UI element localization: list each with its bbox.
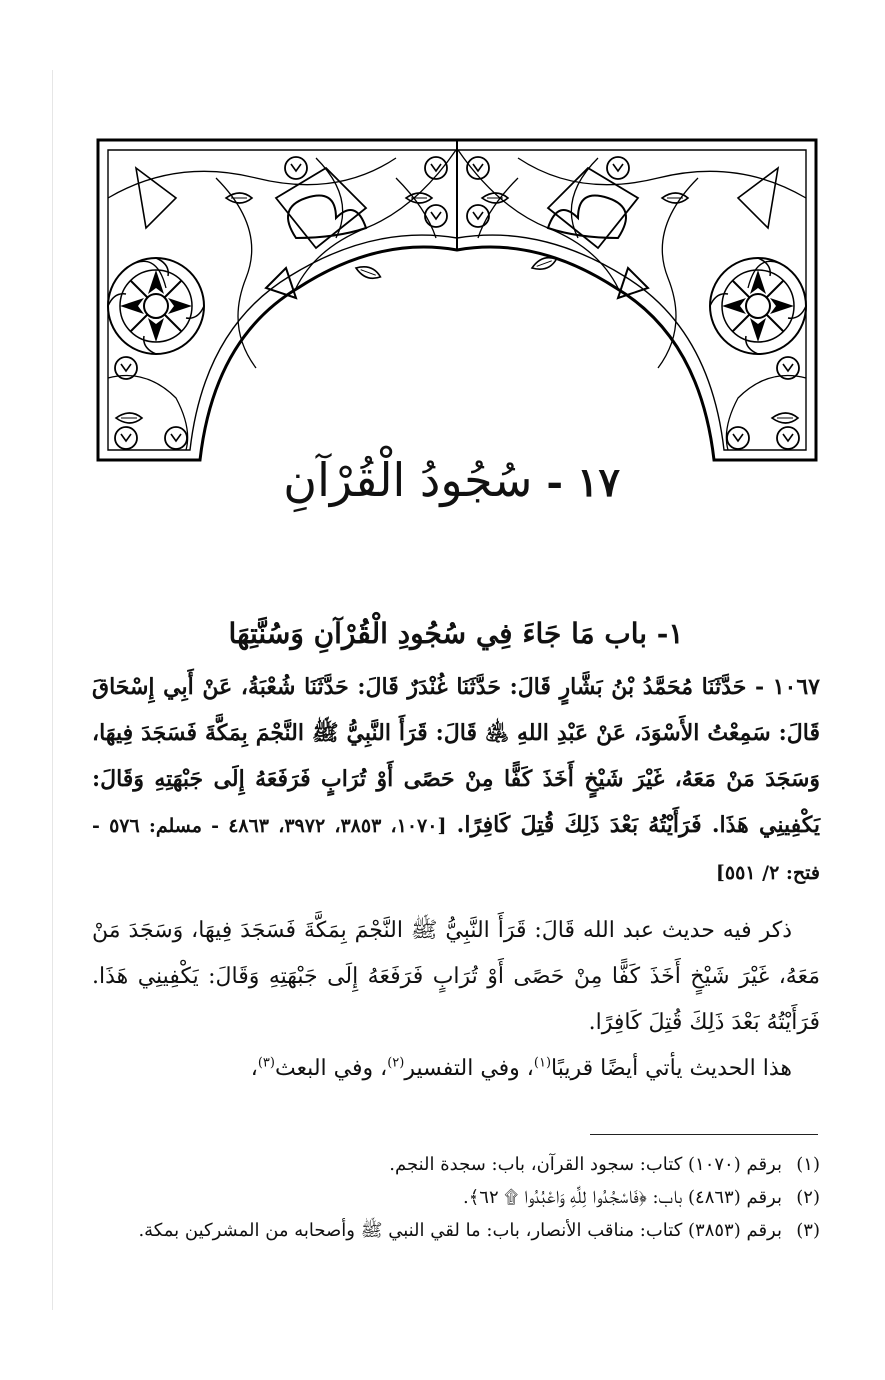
commentary-text-b: ، وفي التفسير: [404, 1056, 534, 1081]
chapter-title: سُجُودُ الْقُرْآنِ: [283, 453, 533, 507]
hadith-text: [92, 664, 820, 896]
chapter-dash: -: [546, 459, 564, 506]
footnote-marker-1[interactable]: (١): [533, 1055, 552, 1071]
arch-ornament: [96, 138, 818, 464]
footnote-1: [92, 1148, 820, 1181]
commentary-paragraph-1: ذكر فيه حديث عبد الله قَالَ: قَرَأَ النَّبِيُّ ﷺ النَّجْمَ بِمَكَّةَ فَسَجَدَ فِيهَا، وَسَجَدَ مَنْ مَعَهُ، غَيْرَ شَيْخٍ أَخَذَ كَفًّا مِنْ حَصًى أَوْ تُرَابٍ فَرَفَعَهُ إِلَى جَبْهَتِهِ وَقَالَ: يَكْفِينِي هَذَا. فَرَأَيْتُهُ بَعْدَ ذَلِكَ قُتِلَ كَافِرًا.: [92, 918, 820, 1035]
chapter-heading: [283, 440, 620, 520]
footnote-text: برقم (١٠٧٠) كتاب: سجود القرآن، باب: سجدة النجم.: [389, 1154, 782, 1175]
footnote-2: [92, 1181, 820, 1214]
bab-title: ١- باب مَا جَاءَ فِي سُجُودِ الْقُرْآنِ وَسُنَّتِهَا: [228, 617, 684, 650]
commentary-paragraph-2: [92, 1046, 820, 1092]
commentary-text-a: هذا الحديث يأتي أيضًا قريبًا: [551, 1056, 792, 1081]
footnote-number: (١): [796, 1154, 820, 1175]
hadith-references: [١٠٧٠، ٣٨٥٣، ٣٩٧٢، ٤٨٦٣ - مسلم: ٥٧٦ - فتح: ٢/ ٥٥١]: [92, 815, 820, 884]
commentary-text-d: ،: [250, 1056, 258, 1081]
footnotes: [92, 1148, 820, 1247]
chapter-number: ١٧: [577, 459, 620, 506]
footnote-3: [92, 1214, 820, 1247]
footnote-text: برقم (٤٨٦٣) باب: ﴿فَاسْجُدُوا لِلَّهِ وَاعْبُدُوا ۩ ٦٢﴾.: [463, 1187, 782, 1208]
footnote-text: برقم (٣٨٥٣) كتاب: مناقب الأنصار، باب: ما لقي النبي ﷺ وأصحابه من المشركين بمكة.: [138, 1220, 782, 1241]
footnote-number: (٢): [796, 1187, 820, 1208]
commentary: [92, 908, 820, 1092]
commentary-text-c: ، وفي البعث: [274, 1056, 388, 1081]
footnote-number: (٣): [796, 1220, 820, 1241]
page-edge-line: [52, 70, 53, 1310]
footnote-separator: [590, 1134, 818, 1135]
hadith-body: ١٠٦٧ - حَدَّثَنَا مُحَمَّدُ بْنُ بَشَّارٍ قَالَ: حَدَّثَنَا غُنْدَرٌ قَالَ: حَدَّثَنَا شُعْبَةُ، عَنْ أَبِي إِسْحَاقَ قَالَ: سَمِعْتُ الأَسْوَدَ، عَنْ عَبْدِ اللهِ ﵁ قَالَ: قَرَأَ النَّبِيُّ ﷺ النَّجْمَ بِمَكَّةَ فَسَجَدَ فِيهَا، وَسَجَدَ مَنْ مَعَهُ، غَيْرَ شَيْخٍ أَخَذَ كَفًّا مِنْ حَصًى أَوْ تُرَابٍ فَرَفَعَهُ إِلَى جَبْهَتِهِ وَقَالَ: يَكْفِينِي هَذَا. فَرَأَيْتُهُ بَعْدَ ذَلِكَ قُتِلَ كَافِرًا.: [92, 674, 820, 838]
footnote-marker-3[interactable]: (٣): [257, 1055, 275, 1071]
footnote-marker-2[interactable]: (٢): [387, 1055, 405, 1071]
main-content: [92, 608, 820, 1092]
